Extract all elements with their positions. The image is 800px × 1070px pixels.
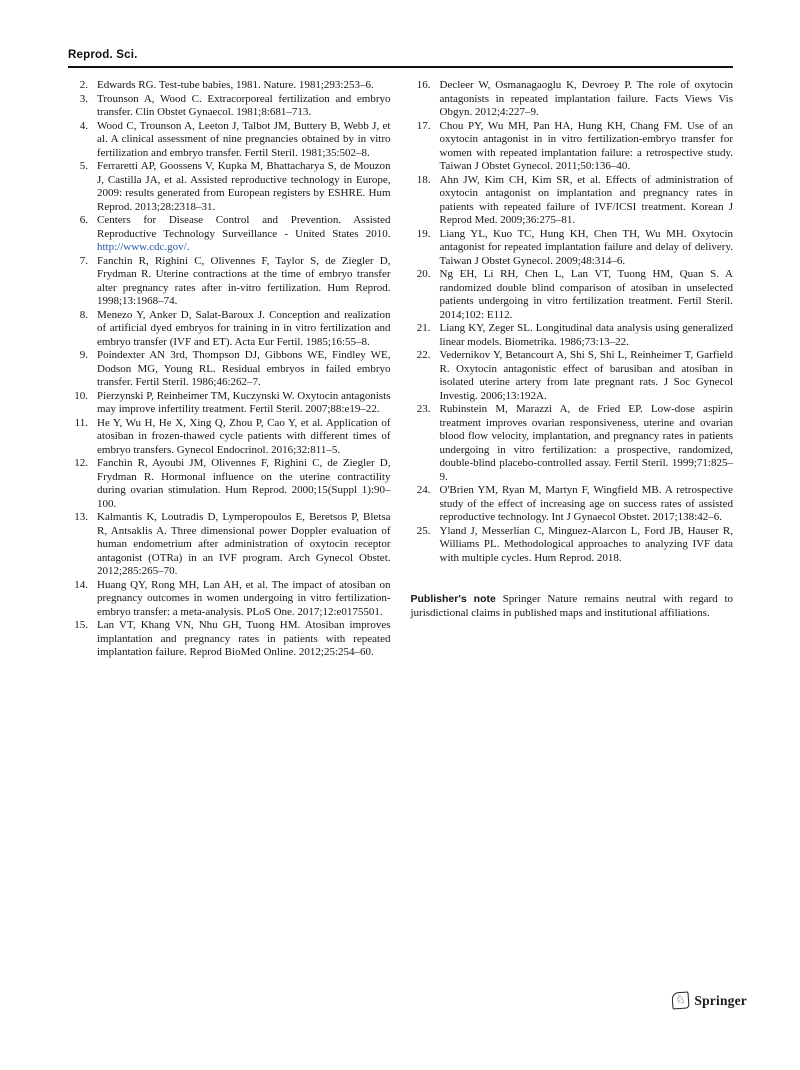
reference-number: 8. bbox=[79, 308, 88, 321]
reference-text: Huang QY, Rong MH, Lan AH, et al. The impact of atosiban on pregnancy outcomes in women undergoing in vitro fertilization-embryo transfer: a meta-analysis. PLoS One. 2017;12:e0175501. bbox=[97, 578, 391, 618]
reference-number: 10. bbox=[74, 389, 88, 402]
reference-text: Fanchin R, Righini C, Olivennes F, Taylor S, de Ziegler D, Frydman R. Uterine contractions at the time of embryo transfer alter pregnancy rates after in-vitro fertilization. Hum Reprod. 1998;13:1968–74. bbox=[97, 254, 391, 307]
reference-number: 3. bbox=[79, 92, 88, 105]
reference-text: Poindexter AN 3rd, Thompson DJ, Gibbons WE, Findley WE, Dodson MG, Young RL. Residual embryos in failed embryo transfer. Fertil Steril. 1986;46:262–7. bbox=[97, 349, 391, 388]
reference-item bbox=[411, 525, 734, 566]
springer-horse-icon: ♘ bbox=[672, 991, 690, 1009]
reference-text: Rubinstein M, Marazzi A, de Fried EP. Low-dose aspirin treatment improves ovarian responsiveness, uterine and ovarian blood flow velocity, implantation, and pregnancy rates in patients undergoing in vitro fertilization: a prospective, randomized, double-blind placebo-controlled assay. Fertil Steril. 1999;71:825–9. bbox=[439, 403, 733, 483]
reference-item bbox=[411, 349, 734, 403]
reference-number: 23. bbox=[416, 403, 431, 415]
publishers-note-text: Springer Nature remains neutral with regard to jurisdictional claims in published maps and institutional affiliations. bbox=[410, 593, 734, 619]
reference-item bbox=[68, 214, 391, 255]
reference-number: 5. bbox=[79, 160, 88, 172]
reference-item bbox=[68, 511, 391, 579]
reference-text: Chou PY, Wu MH, Pan HA, Hung KH, Chang FM. Use of an oxytocin antagonist in in vitro fertilization-embryo transfer for women with repeated implantation failure: a retrospective study. Taiwan J Obstet Gynecol. 2011;50:136–40. bbox=[439, 119, 733, 172]
reference-text: O'Brien YM, Ryan M, Martyn F, Wingfield MB. A retrospective study of the effect of increasing age on success rates of assisted reproductive technology. Int J Gynaecol Obstet. 2017;138:42–6. bbox=[439, 484, 733, 523]
reference-number: 21. bbox=[416, 322, 431, 334]
references-right-column bbox=[411, 79, 734, 565]
reference-text: Decleer W, Osmanagaoglu K, Devroey P. The role of oxytocin antagonists in repeated implantation failure. Facts Views Vis Obgyn. 2012;4:227–9. bbox=[439, 79, 733, 118]
reference-item bbox=[68, 457, 391, 511]
reference-text: Ferraretti AP, Goossens V, Kupka M, Bhattacharya S, de Mouzon J, Castilla JA, et al. Assisted reproductive technology in Europe, 2009: results generated from European registers by ESHRE. Hum Reprod. 2013;28:2318–31. bbox=[97, 160, 391, 213]
reference-text: Ahn JW, Kim CH, Kim SR, et al. Effects of administration of oxytocin antagonist on implantation and pregnancy rates in patients with repeated failure of IVF/ICSI treatment. Korean J Reprod Med. 2009;36:275–81. bbox=[439, 173, 733, 226]
publishers-note bbox=[411, 593, 734, 620]
reference-text: Kalmantis K, Loutradis D, Lymperopoulos E, Beretsos P, Bletsa R, Antsaklis A. Three dimensional power Doppler evaluation of human endometrium after administration of oxytocin receptor antagonist (OTRa) in an IVF program. Arch Gynecol Obstet. 2012;285:265–70. bbox=[97, 511, 391, 577]
reference-number: 7. bbox=[79, 254, 88, 267]
publishers-note-label: Publisher's note bbox=[410, 593, 496, 605]
reference-text: Yland J, Messerlian C, Minguez-Alarcon L, Ford JB, Hauser R, Williams PL. Methodological approaches to analyzing IVF data with multiple cycles. Hum Reprod. 2018. bbox=[439, 524, 733, 564]
reference-item bbox=[68, 309, 391, 350]
reference-item bbox=[411, 174, 734, 228]
right-column bbox=[411, 79, 734, 660]
reference-text: Ng EH, Li RH, Chen L, Lan VT, Tuong HM, Quan S. A randomized double blind comparison of atosiban in unselected patients undergoing in vitro fertilization treatment. Fertil Steril. 2014;102: E112. bbox=[439, 268, 733, 321]
reference-number: 4. bbox=[79, 119, 88, 132]
reference-item bbox=[68, 93, 391, 120]
reference-number: 22. bbox=[416, 349, 431, 361]
reference-item bbox=[411, 228, 734, 269]
reference-number: 12. bbox=[74, 457, 88, 469]
reference-item bbox=[411, 79, 734, 120]
reference-number: 2. bbox=[79, 79, 88, 91]
reference-item bbox=[411, 268, 734, 322]
references-left-column bbox=[68, 79, 391, 660]
reference-item bbox=[68, 120, 391, 161]
reference-item bbox=[411, 322, 734, 349]
reference-number: 16. bbox=[416, 79, 431, 91]
reference-number: 14. bbox=[74, 578, 88, 591]
reference-number: 13. bbox=[74, 511, 88, 523]
reference-number: 15. bbox=[74, 619, 88, 631]
header-rule bbox=[68, 66, 733, 68]
reference-item bbox=[68, 349, 391, 390]
reference-number: 19. bbox=[416, 227, 431, 240]
reference-item bbox=[68, 160, 391, 214]
reference-number: 6. bbox=[79, 214, 88, 226]
springer-wordmark: Springer bbox=[694, 992, 747, 1008]
reference-text: He Y, Wu H, He X, Xing Q, Zhou P, Cao Y, et al. Application of atosiban in frozen-thawed cycle patients with different times of embryo transfers. Gynecol Endocrinol. 2016;32:811–5. bbox=[97, 416, 391, 456]
reference-text: Edwards RG. Test-tube babies, 1981. Nature. 1981;293:253–6. bbox=[97, 79, 374, 91]
reference-item bbox=[68, 619, 391, 660]
reference-number: 25. bbox=[416, 524, 431, 537]
reference-text: Trounson A, Wood C. Extracorporeal fertilization and embryo transfer. Clin Obstet Gynaecol. 1981;8:681–713. bbox=[97, 92, 391, 118]
reference-text: Centers for Disease Control and Prevention. Assisted Reproductive Technology Surveillance - United States 2010. bbox=[97, 214, 391, 240]
reference-text: Menezo Y, Anker D, Salat-Baroux J. Conception and realization of artificial dyed embryos for training in in vitro fertilization and embryo transfer (IVF and ET). Acta Eur Fertil. 1985;16:55–8. bbox=[97, 308, 391, 348]
reference-number: 18. bbox=[416, 173, 431, 186]
reference-item bbox=[68, 390, 391, 417]
reference-text: Wood C, Trounson A, Leeton J, Talbot JM, Buttery B, Webb J, et al. A clinical assessment of nine pregnancies obtained by in vitro fertilization and embryo transfer. Fertil Steril. 1981;35:502–8. bbox=[97, 119, 391, 159]
reference-text: Liang YL, Kuo TC, Hung KH, Chen TH, Wu MH. Oxytocin antagonist for repeated implantation failure and delay of delivery. Taiwan J Obstet Gynecol. 2009;48:314–6. bbox=[439, 227, 733, 267]
reference-number: 11. bbox=[74, 416, 88, 429]
running-head-journal-title: Reprod. Sci. bbox=[68, 49, 138, 61]
reference-item bbox=[68, 417, 391, 458]
two-column-reference-layout bbox=[68, 79, 733, 660]
reference-item bbox=[411, 484, 734, 525]
reference-number: 20. bbox=[416, 268, 431, 280]
reference-number: 17. bbox=[416, 119, 431, 132]
reference-item bbox=[68, 255, 391, 309]
reference-item bbox=[411, 403, 734, 484]
reference-number: 24. bbox=[416, 484, 431, 496]
reference-text: Liang KY, Zeger SL. Longitudinal data analysis using generalized linear models. Biometrika. 1986;73:13–22. bbox=[439, 322, 733, 348]
springer-logo bbox=[672, 992, 747, 1009]
reference-text: Vedernikov Y, Betancourt A, Shi S, Shi L, Reinheimer T, Garfield R. Oxytocin antagonistic effect of barusiban and atosiban in isolated uterine artery from late pregnant rats. J Soc Gynecol Investig. 2006;13:192A. bbox=[439, 349, 733, 402]
reference-item bbox=[68, 79, 391, 93]
cdc-url-link[interactable]: http://www.cdc.gov/. bbox=[97, 241, 190, 253]
left-column bbox=[68, 79, 391, 660]
reference-text: Fanchin R, Ayoubi JM, Olivennes F, Righini C, de Ziegler D, Frydman R. Hormonal influence on the uterine contractility during ovarian stimulation. Hum Reprod. 2000;15(Suppl 1):90–100. bbox=[97, 457, 391, 510]
reference-text: Pierzynski P, Reinheimer TM, Kuczynski W. Oxytocin antagonists may improve infertility treatment. Fertil Steril. 2007;88:e19–22. bbox=[97, 389, 391, 415]
reference-item bbox=[68, 579, 391, 620]
reference-text: Lan VT, Khang VN, Nhu GH, Tuong HM. Atosiban improves implantation and pregnancy rates in patients with repeated implantation failure. Reprod BioMed Online. 2012;25:254–60. bbox=[97, 619, 391, 658]
reference-item bbox=[411, 120, 734, 174]
reference-number: 9. bbox=[79, 349, 88, 361]
